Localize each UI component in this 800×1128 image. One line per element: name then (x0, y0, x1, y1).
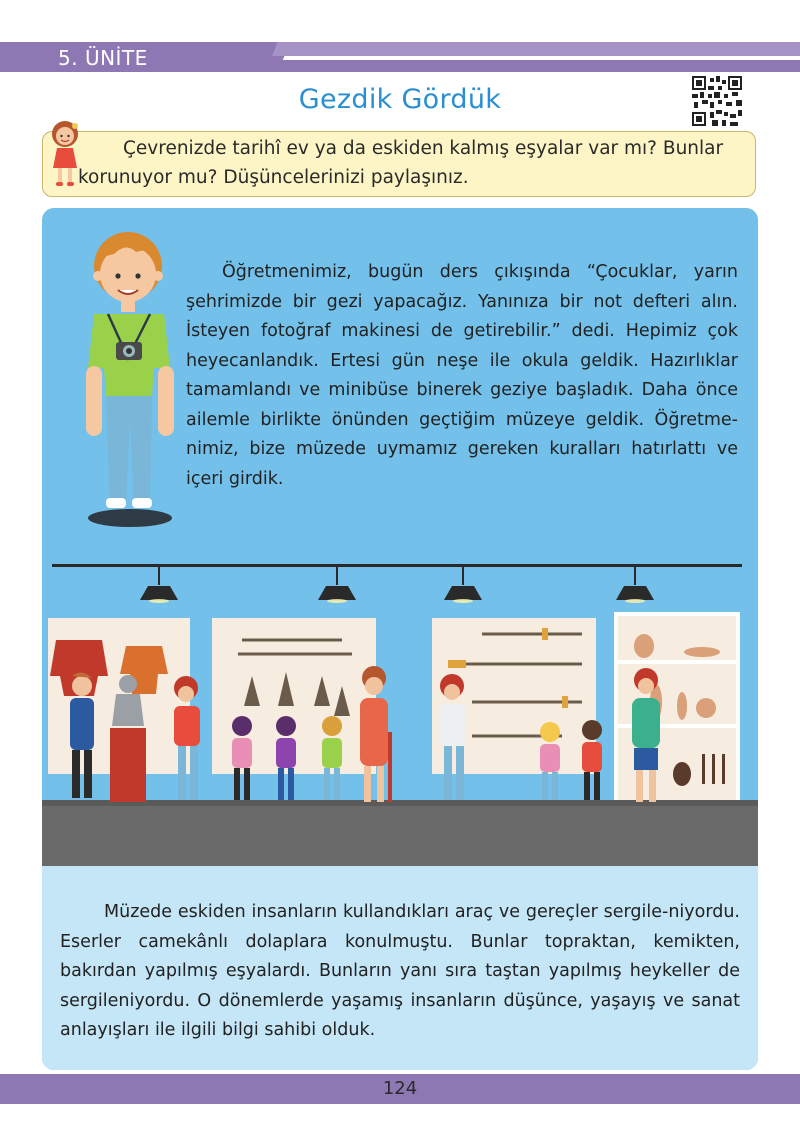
header-stripe-top (272, 42, 800, 56)
qr-code-icon[interactable] (692, 76, 742, 126)
page-number: 124 (382, 1078, 418, 1099)
story-paragraph-2: Müzede eskiden insanların kullandıkları araç ve gereçler sergile-niyordu. Eserler camekânlı dolaplara konulmuştu. Bunlar topraktan, kemikten, bakırdan yapılmış eşyalardı. Bunların yanı sıra taştan yapılmış heykeller de sergileniyordu. O dönemlerde yaşamış insanların düşünce, yaşayış ve sanat anlayışları ile ilgili bilgi sahibi olduk. (60, 902, 740, 1040)
page-title: Gezdik Gördük (298, 84, 502, 115)
prompt-text: Çevrenizde tarihî ev ya da eskiden kalmış eşyalar var mı? Bunlar korunuyor mu? Düşüncelerinizi paylaşınız. (78, 138, 724, 188)
story-paragraph-1: Öğretmenimiz, bugün ders çıkışında “Çocuklar, yarın şehrimizde bir gezi yapacağız. Yanınıza bir not defteri alın. İsteyen fotoğraf makinesi de getirebilir.” dedi. Hepimiz çok heyecanlandık. Ertesi gün neşe ile okula geldik. Hazırlıklar tamamlandı ve minibüse binerek geziye başladık. Daha önce ailemle birlikte önünden geçtiğim müzeye geldik. Öğretme-nimiz, bize müzede uymamız gereken kuralları hatırlattı ve içeri girdik. (186, 262, 738, 489)
museum-visit-illustration (42, 556, 758, 866)
unit-label: 5. ÜNİTE (58, 46, 148, 70)
boy-with-camera-illustration (78, 218, 182, 534)
header-stripe-bottom (268, 60, 800, 72)
